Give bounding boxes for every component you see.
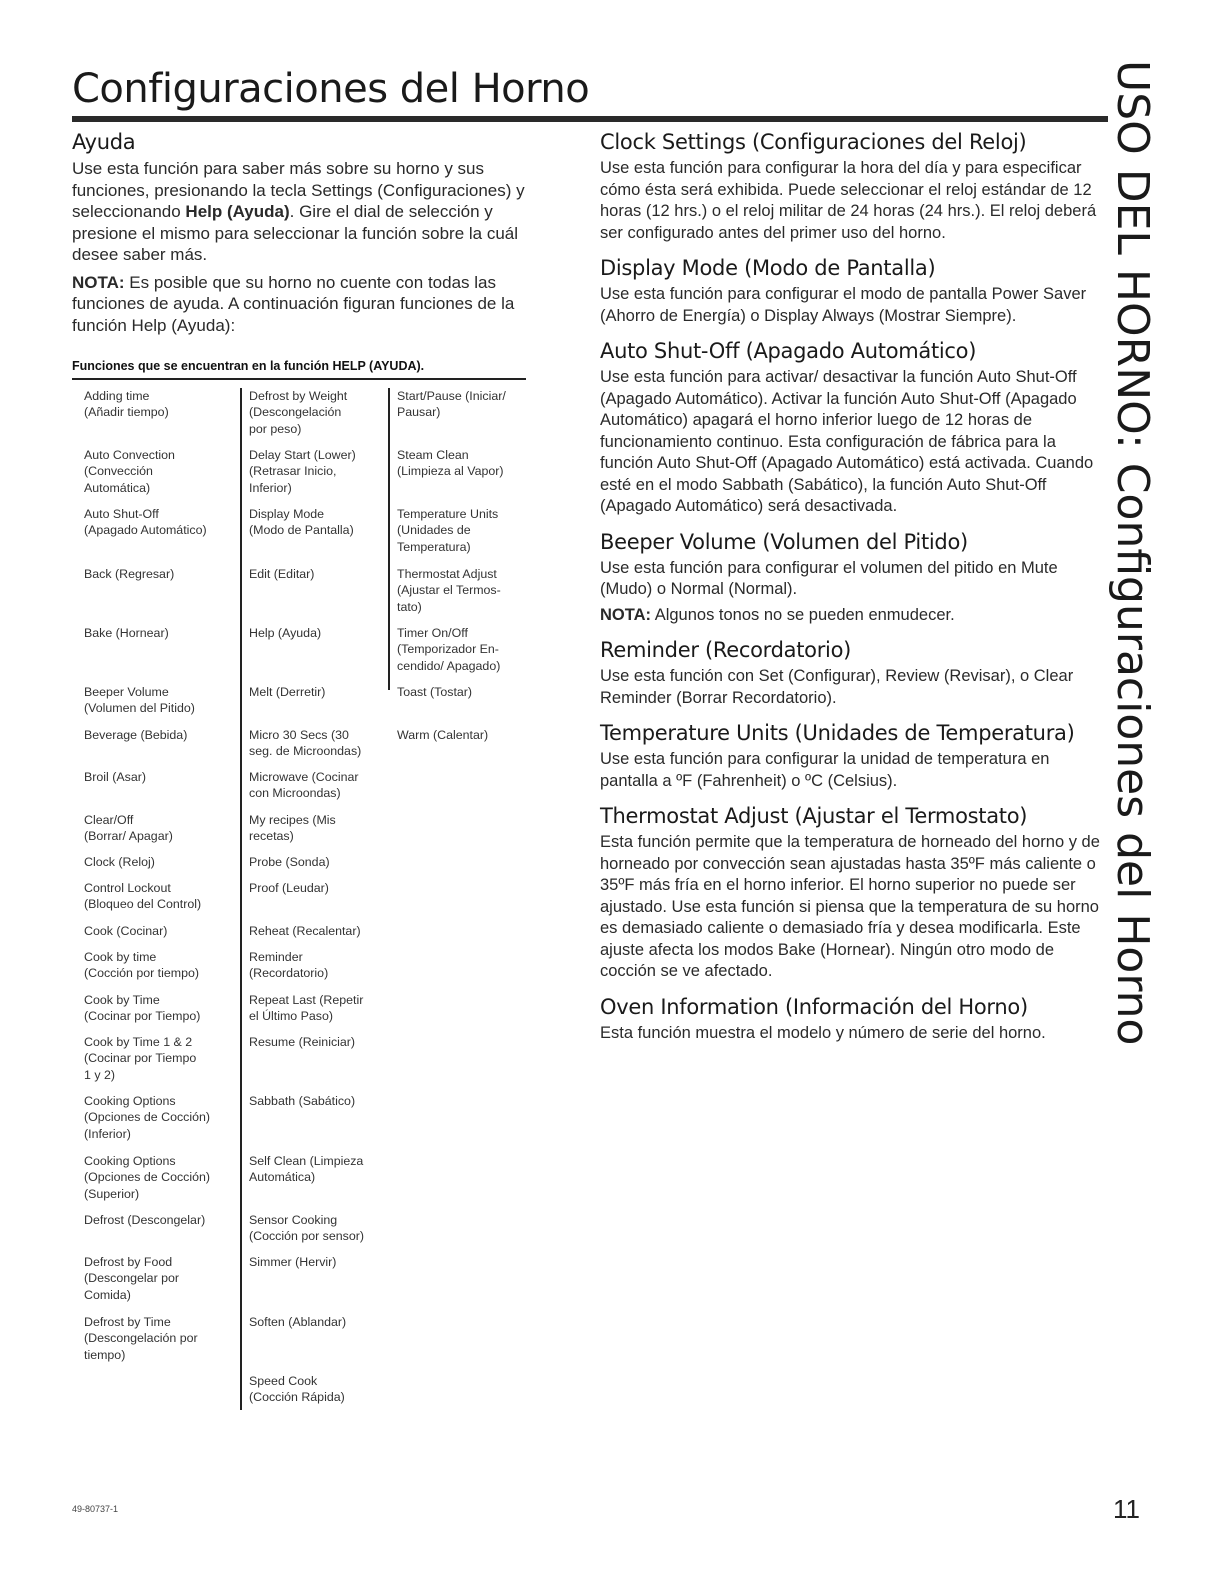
- table-cell: Defrost by Food (Descongelar por Comida): [84, 1255, 180, 1302]
- section-heading: Oven Information (Información del Horno): [600, 994, 1028, 1019]
- table-cell: Cook by time (Cocción por tiempo): [84, 950, 200, 981]
- ayuda-text-b: . Gire el dial de selección y presione el mismo para seleccionar la función sobre la cuál desee saber más.: [72, 202, 519, 264]
- table-cell: Cook by Time (Cocinar por Tiempo): [84, 993, 201, 1024]
- table-cell: Control Lockout (Bloqueo del Control): [84, 881, 202, 912]
- title-rule: [72, 116, 1108, 122]
- table-cell: Cook (Cocinar): [84, 924, 168, 938]
- table-cell: Delay Start (Lower) (Retrasar Inicio, Inferior): [249, 448, 356, 495]
- note-text: Es posible que su horno no cuente con todas las funciones de ayuda. A continuación figuran funciones de la función Help (Ayuda):: [72, 272, 515, 335]
- section-text: Use esta función para configurar la hora del día y para especificar cómo ésta será exhibida. Puede seleccionar el reloj estándar de 12 horas (12 hrs.) o el reloj militar de 24 horas (24 hrs.). El reloj deberá ser configurado antes del primer uso del horno.: [600, 159, 1097, 242]
- table-cell: Thermostat Adjust (Ajustar el Termos- tato): [397, 567, 501, 614]
- side-section-title: [1100, 60, 1170, 1046]
- section-temperature-units: [600, 721, 1110, 792]
- section-thermostat-adjust: [600, 804, 1110, 983]
- side-title-text: USO DEL HORNO: Configuraciones del Horno: [1107, 60, 1158, 1046]
- ayuda-note: [72, 272, 552, 337]
- section-text: Use esta función para configurar el modo de pantalla Power Saver (Ahorro de Energía) o Display Always (Mostrar Siempre).: [600, 285, 1087, 325]
- section-heading: Temperature Units (Unidades de Temperatura): [600, 721, 1075, 745]
- table-cell: My recipes (Mis recetas): [249, 813, 336, 844]
- table-cell: Display Mode (Modo de Pantalla): [249, 507, 354, 538]
- table-cell: Repeat Last (Repetir el Último Paso): [249, 993, 364, 1024]
- table-cell: Steam Clean (Limpieza al Vapor): [397, 448, 504, 479]
- section-heading: Beeper Volume (Volumen del Pitido): [600, 529, 968, 554]
- table-cell: Help (Ayuda): [249, 626, 322, 640]
- section-heading: Reminder (Recordatorio): [600, 638, 852, 662]
- table-cell: Back (Regresar): [84, 567, 175, 581]
- note-label: NOTA:: [72, 272, 125, 292]
- table-cell: Beeper Volume (Volumen del Pitido): [84, 685, 195, 716]
- table-rule: [72, 378, 526, 380]
- table-cell: Cooking Options (Opciones de Cocción) (Inferior): [84, 1094, 211, 1141]
- table-column-3: [388, 388, 532, 742]
- table-cell: Proof (Leudar): [249, 881, 329, 895]
- section-heading: Auto Shut-Off (Apagado Automático): [600, 339, 977, 363]
- section-heading: Clock Settings (Configuraciones del Reloj): [600, 130, 1027, 154]
- table-column-2: [240, 388, 397, 1410]
- note-text: Algunos tonos no se pueden enmudecer.: [651, 605, 955, 624]
- table-cell: Sensor Cooking (Cocción por sensor): [249, 1213, 365, 1244]
- section-text: Esta función permite que la temperatura de horneado del horno y de horneado por convección sean ajustadas hasta 35ºF más caliente o 35ºF más fría en el horno inferior. El horno superior no puede ser ajustado. Use esta función si piensa que la temperatura de su horno es demasiado caliente o demasiado fría y desea modificarla. Este ajuste afecta los modos Bake (Hornear). Ningún otro modo de cocción se ve afectado.: [600, 833, 1100, 980]
- ayuda-text-a: Use esta función para saber más sobre su horno y sus funciones, presionando la tecla Settings (Configuraciones) y seleccionando: [72, 159, 525, 221]
- ayuda-paragraph: [72, 158, 552, 266]
- right-column: [600, 130, 1110, 1056]
- table-cell: Timer On/Off (Temporizador En- cendido/ Apagado): [397, 626, 501, 673]
- table-cell: Clear/Off (Borrar/ Apagar): [84, 813, 173, 844]
- table-cell: Adding time (Añadir tiempo): [84, 389, 169, 420]
- note-label: NOTA:: [600, 605, 652, 624]
- table-cell: Bake (Hornear): [84, 626, 169, 640]
- section-reminder: [600, 638, 1110, 709]
- page-number: 11: [1113, 1494, 1140, 1524]
- table-cell: Auto Convection (Convección Automática): [84, 448, 175, 495]
- table-cell: Temperature Units (Unidades de Temperatura): [397, 507, 499, 554]
- table-cell: Micro 30 Secs (30 seg. de Microondas): [249, 728, 362, 759]
- section-clock-settings: [600, 130, 1110, 244]
- table-cell: Auto Shut-Off (Apagado Automático): [84, 507, 207, 538]
- section-beeper-volume: [600, 530, 1110, 627]
- table-caption: Funciones que se encuentran en la función HELP (AYUDA).: [72, 359, 425, 373]
- table-cell: Edit (Editar): [249, 567, 315, 581]
- table-cell: Toast (Tostar): [397, 685, 473, 699]
- section-text: Use esta función para activar/ desactivar la función Auto Shut-Off (Apagado Automático). Activar la función Auto Shut-Off (Apagado Automático) apagará el horno inferior luego de 12 horas de funcionamiento continuo. Esta configuración de fábrica para la función Auto Shut-Off (Apagado Automático) está activada. Cuando esté en el modo Sabbath (Sabático), la función Auto Shut-Off (Apagado Automático) será desactivada.: [600, 368, 1094, 515]
- table-cell: Reminder (Recordatorio): [249, 950, 329, 981]
- table-cell: Defrost (Descongelar): [84, 1213, 206, 1227]
- section-text: Use esta función para configurar el volumen del pitido en Mute (Mudo) o Normal (Normal).: [600, 558, 1058, 598]
- table-cell: Simmer (Hervir): [249, 1255, 337, 1269]
- section-display-mode: [600, 256, 1110, 327]
- table-cell: Cooking Options (Opciones de Cocción) (Superior): [84, 1154, 211, 1201]
- table-cell: Beverage (Bebida): [84, 728, 188, 742]
- table-cell: Resume (Reiniciar): [249, 1035, 356, 1049]
- section-auto-shut-off: [600, 339, 1110, 518]
- table-cell: Melt (Derretir): [249, 685, 326, 699]
- section-oven-information: [600, 995, 1110, 1045]
- table-cell: Soften (Ablandar): [249, 1315, 347, 1329]
- table-cell: Cook by Time 1 & 2 (Cocinar por Tiempo 1 y 2): [84, 1035, 197, 1082]
- table-cell: Defrost by Weight (Descongelación por peso): [249, 389, 348, 436]
- left-column: [72, 130, 552, 336]
- table-cell: Probe (Sonda): [249, 855, 330, 869]
- document-code: 49-80737-1: [72, 1504, 119, 1514]
- table-cell: Warm (Calentar): [397, 728, 489, 742]
- section-text: Use esta función para configurar la unidad de temperatura en pantalla a ºF (Fahrenheit) o ºC (Celsius).: [600, 750, 1050, 790]
- ayuda-help-bold: Help (Ayuda): [185, 202, 290, 221]
- table-cell: Microwave (Cocinar con Microondas): [249, 770, 359, 801]
- section-heading: Thermostat Adjust (Ajustar el Termostato): [600, 804, 1028, 828]
- section-text: Use esta función con Set (Configurar), Review (Revisar), o Clear Reminder (Borrar Recordatorio).: [600, 667, 1074, 707]
- table-cell: Broil (Asar): [84, 770, 146, 784]
- beeper-note: [600, 605, 1110, 627]
- table-cell: Speed Cook (Cocción Rápida): [249, 1374, 345, 1405]
- page-title: Configuraciones del Horno: [72, 66, 590, 112]
- table-cell: Start/Pause (Iniciar/ Pausar): [397, 389, 506, 420]
- table-cell: Clock (Reloj): [84, 855, 155, 869]
- table-cell: Sabbath (Sabático): [249, 1094, 356, 1108]
- table-cell: Reheat (Recalentar): [249, 924, 361, 938]
- section-text: Esta función muestra el modelo y número de serie del horno.: [600, 1023, 1046, 1042]
- section-heading: Display Mode (Modo de Pantalla): [600, 256, 936, 280]
- table-cell: Defrost by Time (Descongelación por tiempo): [84, 1315, 198, 1362]
- section-heading-ayuda: Ayuda: [72, 130, 136, 154]
- table-cell: Self Clean (Limpieza Automática): [249, 1154, 364, 1185]
